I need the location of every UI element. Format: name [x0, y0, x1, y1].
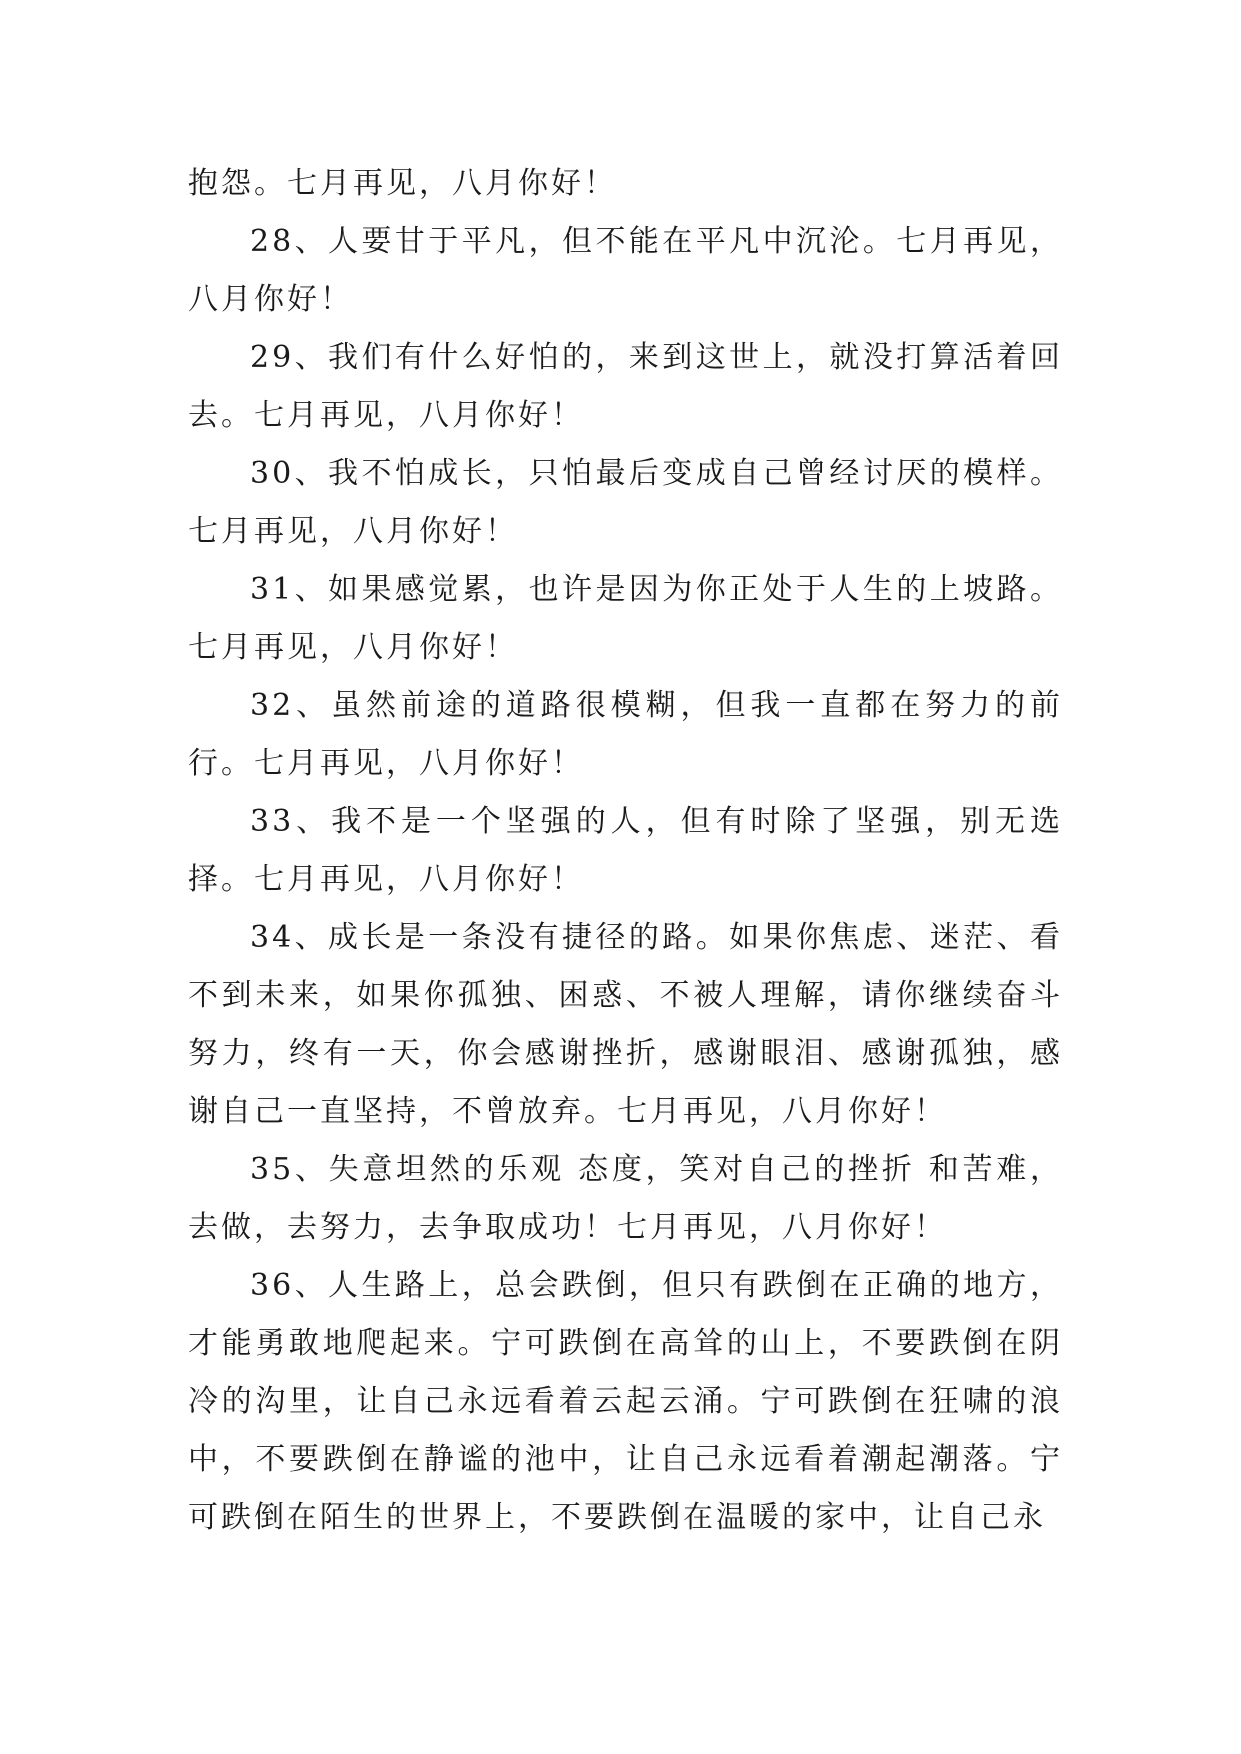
paragraph-32: 32、虽然前途的道路很模糊，但我一直都在努力的前行。七月再见，八月你好！ [188, 688, 1063, 781]
paragraph-30: 30、我不怕成长，只怕最后变成自己曾经讨厌的模样。七月再见，八月你好！ [188, 456, 1063, 549]
paragraph-33: 33、我不是一个坚强的人，但有时除了坚强，别无选择。七月再见，八月你好！ [188, 804, 1063, 897]
paragraph-29: 29、我们有什么好怕的，来到这世上，就没打算活着回去。七月再见，八月你好！ [188, 340, 1063, 433]
paragraph-31: 31、如果感觉累，也许是因为你正处于人生的上坡路。七月再见，八月你好！ [188, 572, 1063, 665]
paragraph-34: 34、成长是一条没有捷径的路。如果你焦虑、迷茫、看不到未来，如果你孤独、困惑、不被人理解，请你继续奋斗努力，终有一天，你会感谢挫折，感谢眼泪、感谢孤独，感谢自己一直坚持，不曾放弃。七月再见，八月你好！ [188, 920, 1063, 1129]
paragraph-28: 28、人要甘于平凡，但不能在平凡中沉沦。七月再见，八月你好！ [188, 224, 1063, 317]
body-text [188, 155, 1063, 1547]
paragraph-continuation: 抱怨。七月再见，八月你好！ [188, 166, 617, 201]
paragraph-36: 36、人生路上，总会跌倒，但只有跌倒在正确的地方，才能勇敢地爬起来。宁可跌倒在高耸的山上，不要跌倒在阴冷的沟里，让自己永远看着云起云涌。宁可跌倒在狂啸的浪中，不要跌倒在静谧的池中，让自己永远看着潮起潮落。宁可跌倒在陌生的世界上，不要跌倒在温暖的家中，让自己永 [188, 1268, 1063, 1535]
paragraph-35: 35、失意坦然的乐观 态度，笑对自己的挫折 和苦难，去做，去努力，去争取成功！七月再见，八月你好！ [188, 1152, 1063, 1245]
